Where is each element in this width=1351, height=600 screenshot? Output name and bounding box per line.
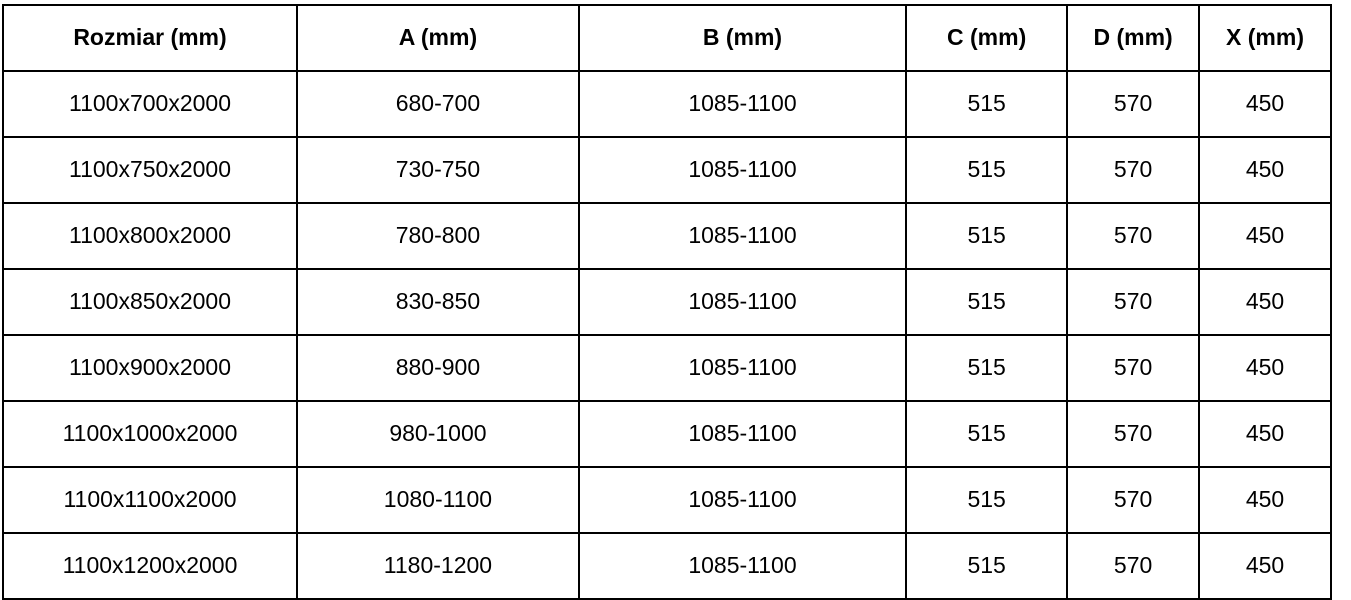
column-header-d: D (mm): [1067, 5, 1199, 71]
table-row: [3, 467, 1331, 533]
cell-x: 450: [1199, 137, 1331, 203]
cell-b: 1085-1100: [579, 71, 906, 137]
cell-a: 880-900: [297, 335, 579, 401]
cell-c: 515: [906, 467, 1067, 533]
table-row: [3, 71, 1331, 137]
cell-rozmiar: 1100x900x2000: [3, 335, 297, 401]
table-row: [3, 203, 1331, 269]
cell-a: 780-800: [297, 203, 579, 269]
column-header-b: B (mm): [579, 5, 906, 71]
table-header: [3, 5, 1331, 71]
cell-rozmiar: 1100x1000x2000: [3, 401, 297, 467]
cell-x: 450: [1199, 401, 1331, 467]
cell-rozmiar: 1100x800x2000: [3, 203, 297, 269]
table-row: [3, 137, 1331, 203]
table-header-row: [3, 5, 1331, 71]
column-header-c: C (mm): [906, 5, 1067, 71]
table-body: [3, 71, 1331, 599]
cell-c: 515: [906, 137, 1067, 203]
cell-rozmiar: 1100x1200x2000: [3, 533, 297, 599]
cell-c: 515: [906, 269, 1067, 335]
cell-x: 450: [1199, 269, 1331, 335]
table-row: [3, 335, 1331, 401]
cell-c: 515: [906, 401, 1067, 467]
cell-x: 450: [1199, 203, 1331, 269]
cell-b: 1085-1100: [579, 137, 906, 203]
cell-c: 515: [906, 533, 1067, 599]
cell-d: 570: [1067, 401, 1199, 467]
table-row: [3, 401, 1331, 467]
cell-a: 1180-1200: [297, 533, 579, 599]
column-header-rozmiar: Rozmiar (mm): [3, 5, 297, 71]
cell-rozmiar: 1100x1100x2000: [3, 467, 297, 533]
cell-c: 515: [906, 203, 1067, 269]
specification-table: [2, 4, 1332, 600]
cell-a: 980-1000: [297, 401, 579, 467]
cell-a: 1080-1100: [297, 467, 579, 533]
cell-x: 450: [1199, 335, 1331, 401]
cell-b: 1085-1100: [579, 533, 906, 599]
cell-b: 1085-1100: [579, 269, 906, 335]
cell-d: 570: [1067, 137, 1199, 203]
cell-b: 1085-1100: [579, 203, 906, 269]
cell-b: 1085-1100: [579, 401, 906, 467]
cell-rozmiar: 1100x700x2000: [3, 71, 297, 137]
cell-d: 570: [1067, 269, 1199, 335]
cell-c: 515: [906, 71, 1067, 137]
cell-x: 450: [1199, 467, 1331, 533]
cell-d: 570: [1067, 335, 1199, 401]
cell-c: 515: [906, 335, 1067, 401]
cell-x: 450: [1199, 71, 1331, 137]
cell-a: 830-850: [297, 269, 579, 335]
cell-x: 450: [1199, 533, 1331, 599]
cell-rozmiar: 1100x850x2000: [3, 269, 297, 335]
cell-d: 570: [1067, 533, 1199, 599]
cell-a: 680-700: [297, 71, 579, 137]
cell-rozmiar: 1100x750x2000: [3, 137, 297, 203]
table-row: [3, 269, 1331, 335]
table-row: [3, 533, 1331, 599]
cell-d: 570: [1067, 467, 1199, 533]
column-header-a: A (mm): [297, 5, 579, 71]
cell-a: 730-750: [297, 137, 579, 203]
cell-b: 1085-1100: [579, 467, 906, 533]
cell-d: 570: [1067, 203, 1199, 269]
column-header-x: X (mm): [1199, 5, 1331, 71]
cell-b: 1085-1100: [579, 335, 906, 401]
cell-d: 570: [1067, 71, 1199, 137]
